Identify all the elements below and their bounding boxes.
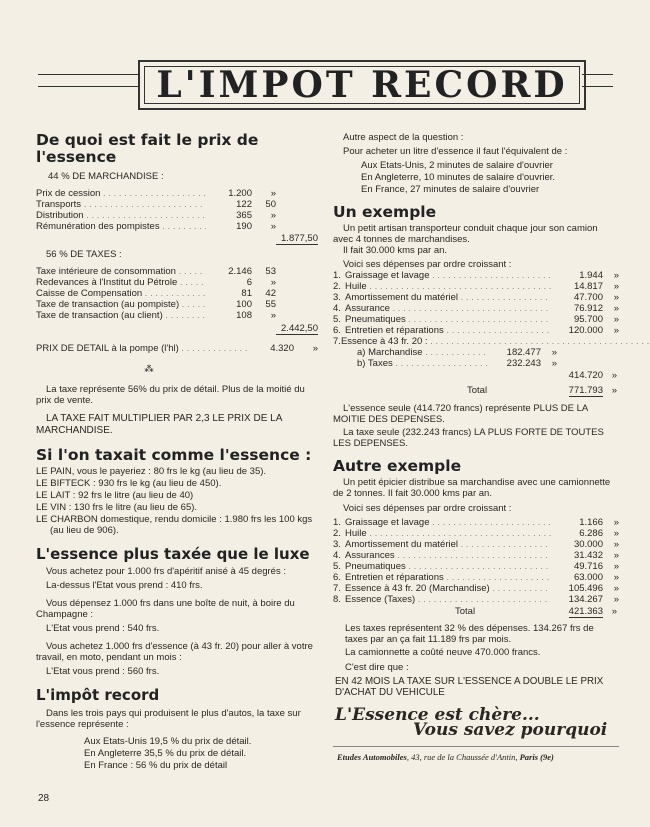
row-label: Caisse de Compensation . . . [36, 288, 206, 299]
table-row [333, 561, 619, 572]
text-line: L'Etat vous prend : 540 frs. [46, 623, 160, 634]
record-intro: Dans les trois pays qui produisent le plus d'autos, la taxe sur l'essence représente : [36, 708, 301, 730]
row-value: 30.000 [573, 539, 603, 550]
row-label: Rémunération des pompistes . . . [36, 221, 206, 232]
row-value: 1.200 [228, 188, 252, 199]
record-list [36, 736, 322, 771]
example1-expenses-header: Voici ses dépenses par ordre croissant : [343, 259, 512, 270]
table-row [333, 281, 619, 292]
row-label: Distribution . . . [36, 210, 206, 221]
text-line: Vous achetez 1.000 frs d'essence (à 43 fr. 20) pour aller à votre travail, en moto, pendant un mois : [36, 641, 313, 663]
table-row [333, 325, 619, 336]
row-cents: » [270, 188, 276, 199]
example1-intro: Un petit artisan transporteur conduit chaque jour son camion avec 4 tonnes de marchandises. [333, 223, 598, 245]
row-value: 134.267 [568, 594, 603, 605]
table-row [333, 517, 619, 528]
table-row [333, 539, 619, 550]
row-unit: » [613, 303, 619, 314]
row-value: 6.286 [579, 528, 603, 539]
row-unit: » [551, 358, 557, 369]
row-number: 1. [333, 517, 341, 528]
row-unit: » [613, 325, 619, 336]
text-line: En France, 27 minutes de salaire d'ouvrier [361, 184, 540, 195]
example1-expenses [333, 270, 619, 347]
slogan-line-1: L'Essence est chère... [335, 705, 540, 725]
table-row [36, 310, 276, 321]
example1-fuel-sum: 414.720 [568, 370, 603, 381]
row-label: Taxe intérieure de consommation . . . [36, 266, 206, 277]
row-label: Entretien et réparations . . . [345, 325, 551, 336]
row-unit: » [613, 270, 619, 281]
publisher-footer [333, 752, 619, 763]
table-row [333, 572, 619, 583]
table-row [333, 303, 619, 314]
row-label: Huile . . . [345, 528, 551, 539]
table-row [36, 299, 276, 310]
row-value: 2.146 [228, 266, 252, 277]
table-row [36, 277, 276, 288]
row-cents: » [270, 277, 276, 288]
text-line: LE LAIT : 92 frs le litre (au lieu de 40) [36, 490, 194, 501]
tax-header: 56 % DE TAXES : [46, 249, 122, 260]
example2-expenses-header: Voici ses dépenses par ordre croissant : [343, 503, 512, 514]
row-label: Amortissement du matériel . . . [345, 539, 551, 550]
row-label: Assurance . . . [345, 303, 551, 314]
section-heading-composition: De quoi est fait le prix de l'essence [36, 131, 259, 166]
row-cents: » [270, 210, 276, 221]
row-label: Amortissement du matériel . . . [345, 292, 551, 303]
table-row [36, 199, 276, 210]
row-value: 76.912 [573, 303, 603, 314]
example1-note: L'essence seule (414.720 francs) représente PLUS DE LA MOITIE DES DEPENSES. [333, 403, 588, 425]
row-number: 1. [333, 270, 341, 281]
text-line: Vous dépensez 1.000 frs dans une boîte de nuit, à boire du Champagne : [36, 598, 295, 620]
section-heading-another-example: Autre exemple [333, 457, 462, 475]
row-value: 1.166 [579, 517, 603, 528]
merch-header: 44 % DE MARCHANDISE : [48, 171, 164, 182]
row-unit: » [613, 539, 619, 550]
row-value: 47.700 [573, 292, 603, 303]
title-banner [38, 52, 613, 112]
example2-note2: La camionnette a coûté neuve 470.000 francs. [345, 647, 541, 658]
table-row [333, 314, 619, 325]
row-cents: 50 [265, 199, 276, 210]
row-number: 6. [333, 325, 341, 336]
section-heading-record-tax: L'impôt record [36, 686, 160, 704]
ornament: ⁂ [144, 364, 154, 375]
row-value: 1.944 [579, 270, 603, 281]
table-row [333, 594, 619, 605]
row-cents: 53 [265, 266, 276, 277]
slogan-line-2: Vous savez pourquoi [413, 720, 608, 740]
table-row [36, 288, 276, 299]
table-row [333, 336, 619, 347]
text-line: La-dessus l'Etat vous prend : 410 frs. [46, 580, 203, 591]
detail-price-label: PRIX DE DETAIL à la pompe (l'hl) . . . [36, 343, 248, 354]
publisher-city: Paris (9e) [519, 752, 554, 762]
table-row [333, 583, 619, 594]
row-value: 108 [236, 310, 252, 321]
row-value: 120.000 [568, 325, 603, 336]
example2-total-label: Total [455, 606, 476, 617]
row-unit: » [613, 314, 619, 325]
row-unit: » [551, 347, 557, 358]
text-line: En Angleterre 35,5 % du prix de détail. [84, 748, 247, 759]
if-taxed-list [36, 466, 322, 536]
row-label: Huile . . . [345, 281, 551, 292]
row-label: b) Taxes . . . [357, 358, 489, 369]
row-unit: » [613, 572, 619, 583]
row-cents: 42 [265, 288, 276, 299]
row-value: 365 [236, 210, 252, 221]
row-label: Prix de cession . . . [36, 188, 206, 199]
row-cents: » [270, 310, 276, 321]
table-row [357, 347, 557, 358]
table-row [36, 210, 276, 221]
row-value: 232.243 [506, 358, 541, 369]
example2-intro: Un petit épicier distribue sa marchandise avec une camionnette de 2 tonnes. Il fait 30.000 kms par an. [333, 477, 611, 499]
row-unit: » [613, 550, 619, 561]
row-number: 3. [333, 292, 341, 303]
row-label: Assurances . . . [345, 550, 551, 561]
page-title: L'IMPOT RECORD [156, 64, 568, 106]
row-label: Redevances à l'Institut du Pétrole . . . [36, 277, 206, 288]
row-unit: » [613, 281, 619, 292]
conclusion-text: EN 42 MOIS LA TAXE SUR L'ESSENCE A DOUBLE LE PRIX D'ACHAT DU VEHICULE [335, 676, 604, 698]
tax-total: 2.442,50 [281, 323, 318, 334]
left-column [36, 132, 322, 771]
right-column: Autre aspect de la question : Pour acheter un litre d'essence il faut l'équivalent de : Aux Etats-Unis, 2 minutes de salaire d'ouvrier En Angleterre, 10 minutes de salaire d'ouvrier. En France, 27 minutes de salaire d'ouvrier Un exemple Un petit artisan transporteur conduit chaque jour son camion avec 4 tonnes de marchandises. Il fait 30.000 kms par an. Voici ses dépenses par ordre croissant : 1. Graissage et lavage . . . 1.944 » 2. Huile . . . 14.817 » 3. Amortissement du matériel . . . 47.700 » 4. Assurance . . . 76.912 » 5. Pneumatiques . . . 95.700 » 6. Entretien et réparations . . . 120.000 » 7. Essence à 43 fr. 20 : . . . a) Marchandise . . . 182.477 » b) Taxes . . . 232.243 » 414.720 » Total 771.793 » L'essence seule (414.720 francs) représente PLUS DE LA MOITIE DES DEPENSES. La taxe seule (232.243 francs) LA PLUS FORTE DE TOUTES LES DEPENSES. Autre exemple Un petit épicier distribue sa marchandise avec une camionnette de 2 tonnes. Il fait 30.000 kms par an. Voici ses dépenses par ordre croissant : 1. Graissage et lavage . . . 1.166 » 2. Huile . . . 6.286 » 3. Amortissement du matériel . . . 30.000 » 4. Assurances . . . 31.432 » 5. Pneumatiques . . . 49.716 » 6. Entretien et réparations . . . 63.000 » 7. Essence à 43 fr. 20 (Marchandise) . . . 105.496 » 8. Essence (Taxes) . . . 134.267 » Total 421.363 » Les taxes représentent 32 % des dépenses. 134.267 frs de taxes par an ça fait 11.189 frs par mois. La camionnette a coûté neuve 470.000 francs. C'est dire que : EN 42 MOIS LA TAXE SUR L'ESSENCE A DOUBLE LE PRIX D'ACHAT DU VEHICULE L'Essence est chère... Vous savez pourquoi Etudes Automobiles, 43, rue de la Chaussée d'Antin, Paris (9e) [333, 132, 619, 763]
text-line: Aux Etats-Unis 19,5 % du prix de détail. [84, 736, 252, 747]
tax-share-text: La taxe représente 56% du prix de détail. Plus de la moitié du prix de vente. [36, 384, 305, 406]
text-line: LE VIN : 130 frs le litre (au lieu de 65). [36, 502, 198, 513]
text-line: LE BIFTECK : 930 frs le kg (au lieu de 450). [36, 478, 222, 489]
row-label: Taxe de transaction (au client) . . . [36, 310, 206, 321]
row-unit: » [613, 292, 619, 303]
example2-total: 421.363 [568, 606, 603, 617]
example1-fuel-breakdown [357, 347, 557, 369]
example1-note2: La taxe seule (232.243 francs) LA PLUS FORTE DE TOUTES LES DEPENSES. [333, 427, 604, 449]
row-number: 2. [333, 528, 341, 539]
row-value: 105.496 [568, 583, 603, 594]
row-label: Pneumatiques . . . [345, 314, 551, 325]
table-row [333, 292, 619, 303]
row-label: Graissage et lavage . . . [345, 517, 551, 528]
row-label: Essence (Taxes) . . . [345, 594, 551, 605]
row-unit: » [613, 528, 619, 539]
example2-expenses [333, 517, 619, 605]
row-value: 31.432 [573, 550, 603, 561]
detail-price-row [36, 343, 318, 354]
conclusion-intro: C'est dire que : [345, 662, 409, 673]
text-line: LE CHARBON domestique, rendu domicile : 1.980 frs les 100 kgs (au lieu de 906). [36, 514, 313, 536]
row-cents: 55 [265, 299, 276, 310]
publisher-address: , 43, rue de la Chaussée d'Antin, [406, 752, 520, 762]
other-aspect-label: Autre aspect de la question : [343, 132, 464, 143]
text-line: En Angleterre, 10 minutes de salaire d'ouvrier. [361, 172, 556, 183]
table-row [36, 266, 276, 277]
row-label: Graissage et lavage . . . [345, 270, 551, 281]
row-label: Essence à 43 fr. 20 : . . . [341, 336, 650, 347]
row-number: 5. [333, 561, 341, 572]
detail-price-value: 4.320 [270, 343, 294, 354]
section-heading-if-taxed: Si l'on taxait comme l'essence : [36, 446, 312, 464]
text-line: L'Etat vous prend : 560 frs. [46, 666, 160, 677]
row-unit: » [613, 583, 619, 594]
row-unit: » [613, 594, 619, 605]
text-line: En France : 56 % du prix de détail [84, 760, 228, 771]
text-line: LE PAIN, vous le payeriez : 80 frs le kg (au lieu de 35). [36, 466, 267, 477]
row-number: 4. [333, 303, 341, 314]
row-number: 3. [333, 539, 341, 550]
merch-total: 1.877,50 [281, 233, 318, 244]
merch-table [36, 188, 276, 232]
row-label: Transports . . . [36, 199, 206, 210]
tax-table [36, 266, 276, 321]
row-number: 4. [333, 550, 341, 561]
row-unit: » [613, 561, 619, 572]
luxury-comparison [36, 566, 322, 677]
text-line: Aux Etats-Unis, 2 minutes de salaire d'ouvrier [361, 160, 553, 171]
row-unit: » [613, 517, 619, 528]
row-value: 122 [236, 199, 252, 210]
example2-total-unit: » [611, 606, 617, 617]
row-number: 8. [333, 594, 341, 605]
table-row [36, 188, 276, 199]
table-row [333, 270, 619, 281]
row-value: 190 [236, 221, 252, 232]
row-label: Taxe de transaction (au pompiste) . . . [36, 299, 206, 310]
detail-price-cents: » [312, 343, 318, 354]
publisher-name: Etudes Automobiles [337, 752, 407, 762]
text-line: Vous achetez pour 1.000 frs d'apéritif anisé à 45 degrés : [46, 566, 286, 577]
example2-note: Les taxes représentent 32 % des dépenses. 134.267 frs de taxes par an ça fait 11.189 frs par mois. [345, 623, 594, 645]
example1-total-label: Total [467, 385, 488, 396]
row-value: 182.477 [506, 347, 541, 358]
tax-multiplier-text: LA TAXE FAIT MULTIPLIER PAR 2,3 LE PRIX DE LA MARCHANDISE. [36, 413, 282, 436]
row-value: 6 [246, 277, 252, 288]
row-label: Essence à 43 fr. 20 (Marchandise) . . . [345, 583, 551, 594]
row-cents: » [270, 221, 276, 232]
row-number: 6. [333, 572, 341, 583]
row-value: 95.700 [573, 314, 603, 325]
row-label: Entretien et réparations . . . [345, 572, 551, 583]
row-value: 81 [241, 288, 252, 299]
row-value: 63.000 [573, 572, 603, 583]
example1-total: 771.793 [568, 385, 603, 396]
section-heading-example: Un exemple [333, 203, 437, 221]
row-number: 5. [333, 314, 341, 325]
table-row [357, 358, 557, 369]
table-row [36, 221, 276, 232]
row-value: 14.817 [573, 281, 603, 292]
row-value: 100 [236, 299, 252, 310]
table-row [333, 528, 619, 539]
row-label: a) Marchandise . . . [357, 347, 489, 358]
example1-km: Il fait 30.000 kms par an. [343, 245, 448, 256]
other-aspect-question: Pour acheter un litre d'essence il faut l'équivalent de : [343, 146, 568, 157]
row-number: 2. [333, 281, 341, 292]
row-value: 49.716 [573, 561, 603, 572]
worktime-list [333, 160, 619, 195]
table-row [333, 550, 619, 561]
row-number: 7. [333, 583, 341, 594]
page-number: 28 [38, 793, 50, 804]
section-heading-luxury: L'essence plus taxée que le luxe [36, 545, 310, 563]
row-label: Pneumatiques . . . [345, 561, 551, 572]
row-number: 7. [333, 336, 341, 347]
